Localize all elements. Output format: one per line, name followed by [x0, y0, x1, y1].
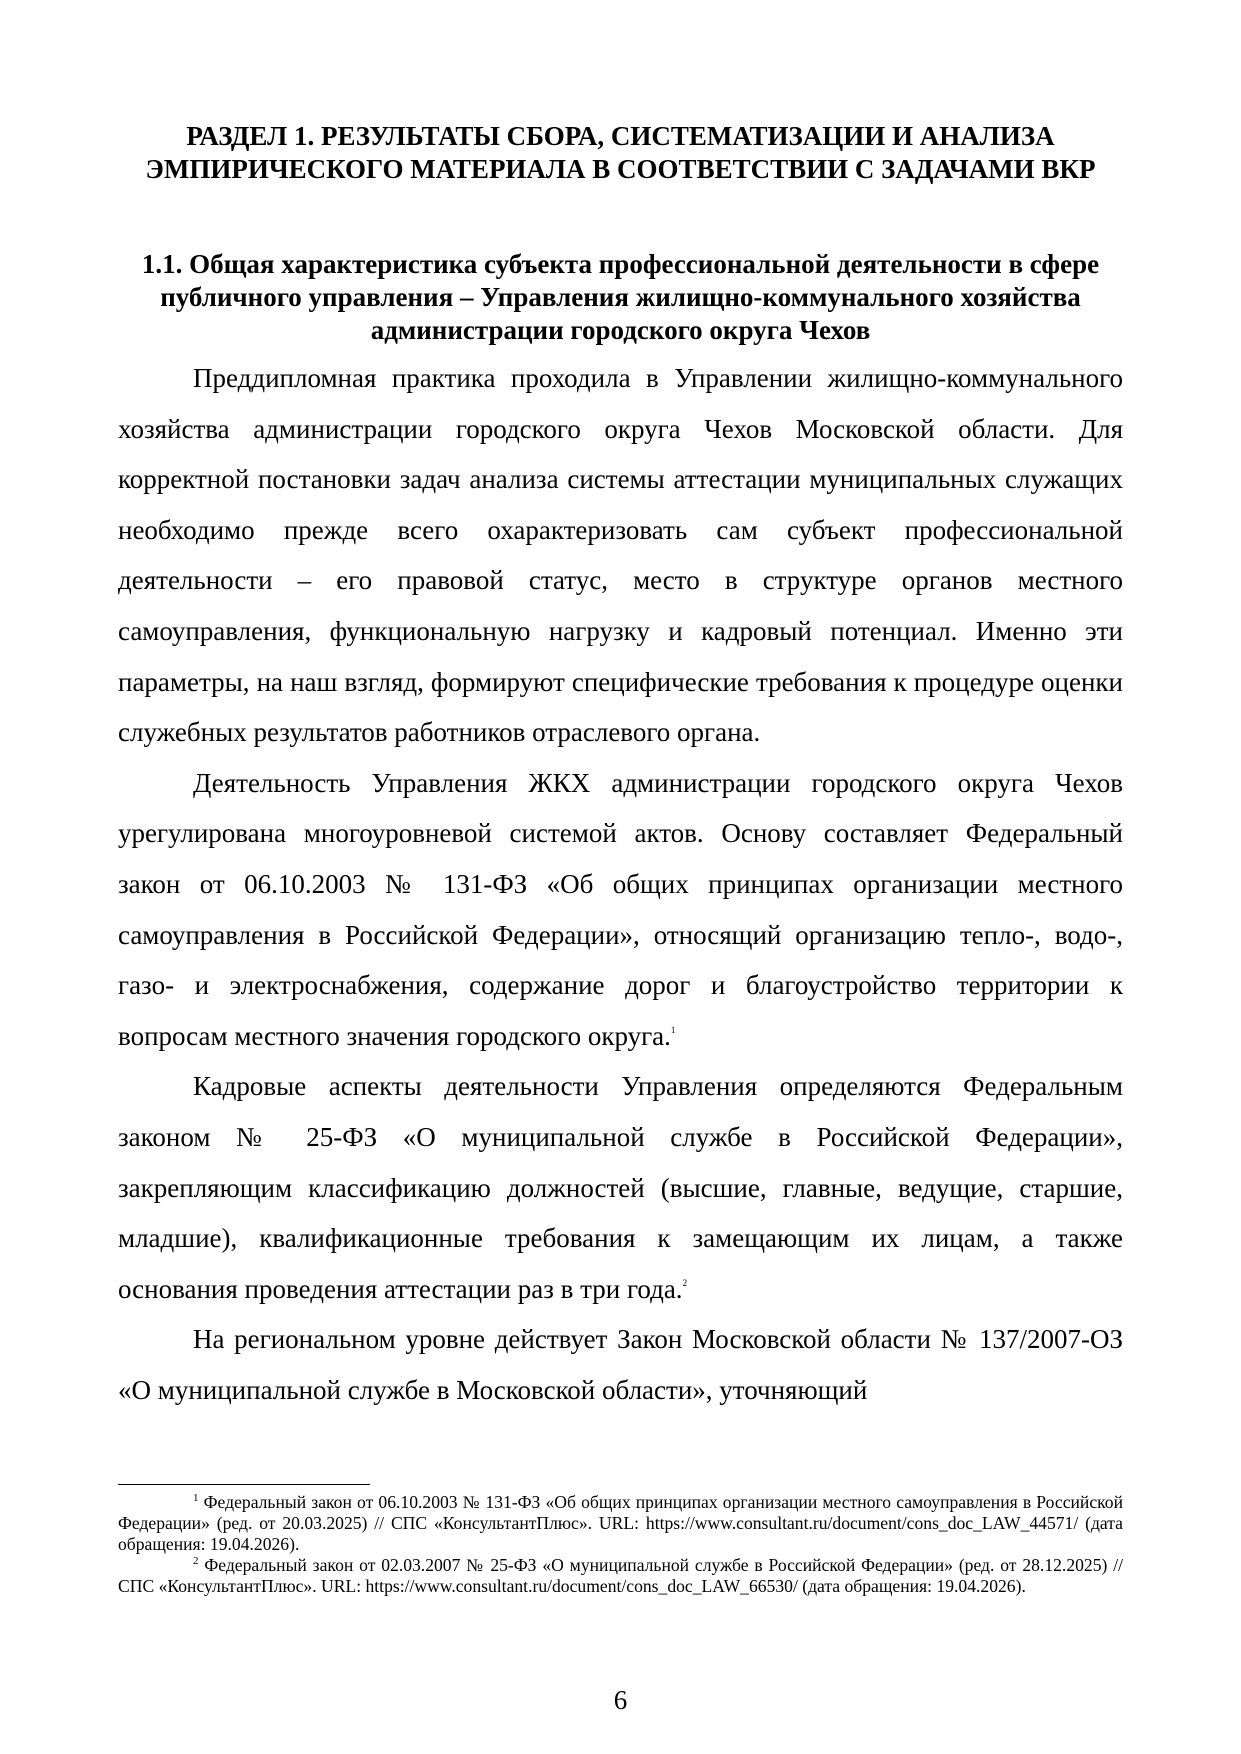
footnote [118, 1555, 1123, 1597]
paragraph-text: Кадровые аспекты деятельности Управления определяются Федеральным законом № 25-ФЗ «О муниципальной службе в Российской Федерации», закрепляющим классификацию должностей (высшие, главные, ведущие, старшие, младшие), квалификационные требования к замещающим их лицам, а также основания проведения аттестации раз в три года. [118, 1071, 1123, 1304]
paragraph [118, 1314, 1123, 1415]
footnote-text: Федеральный закон от 06.10.2003 № 131-ФЗ «Об общих принципах организации местного самоуправления в Российской Федерации» (ред. от 20.03.2025) // СПС «КонсультантПлюс». URL: https://www.consultant.ru/document/cons_doc_LAW_44571/ (дата обращения: 19.04.2026). [118, 1492, 1124, 1554]
footnote-reference[interactable]: 1 [670, 1024, 676, 1035]
footnote-number: 2 [193, 1555, 199, 1567]
section-title: РАЗДЕЛ 1. РЕЗУЛЬТАТЫ СБОРА, СИСТЕМАТИЗАЦИИ И АНАЛИЗА ЭМПИРИЧЕСКОГО МАТЕРИАЛА В СООТВЕТСТВИИ С ЗАДАЧАМИ ВКР [145, 121, 1096, 184]
paragraph-text: Деятельность Управления ЖКХ администрации городского округа Чехов урегулирована многоуровневой системой актов. Основу составляет Федеральный закон от 06.10.2003 № 131-ФЗ «Об общих принципах организации местного самоуправления в Российской Федерации», относящий организацию тепло-, водо-, газо- и электроснабжения, содержание дорог и благоустройство территории к вопросам местного значения городского округа. [118, 767, 1123, 1051]
paragraph-text: Преддипломная практика проходила в Управлении жилищно-коммунального хозяйства администрации городского округа Чехов Московской области. Для корректной постановки задач анализа системы аттестации муниципальных служащих необходимо прежде всего охарактеризовать сам субъект профессиональной деятельности – его правовой статус, место в структуре органов местного самоуправления, функциональную нагрузку и кадровый потенциал. Именно эти параметры, на наш взгляд, формируют специфические требования к процедуре оценки служебных результатов работников отраслевого органа. [118, 363, 1123, 748]
paragraph [118, 758, 1123, 1062]
body-text [118, 353, 1123, 1415]
footnotes [118, 1492, 1123, 1597]
footnote [118, 1492, 1123, 1555]
paragraph-text: На региональном уровне действует Закон Московской области № 137/2007-ОЗ «О муниципальной службе в Московской области», уточняющий [118, 1324, 1123, 1405]
footnote-number: 1 [193, 1492, 199, 1504]
paragraph [118, 353, 1123, 758]
footnote-text: Федеральный закон от 02.03.2007 № 25-ФЗ «О муниципальной службе в Российской Федерации» (ред. от 28.12.2025) // СПС «КонсультантПлюс». URL: https://www.consultant.ru/document/cons_doc_LAW_66530/ (дата обращения: 19.04.2026). [118, 1555, 1123, 1596]
paragraph [118, 1061, 1123, 1314]
page-number: 6 [613, 1685, 628, 1715]
subsection-title: 1.1. Общая характеристика субъекта профессиональной деятельности в сфере публичного управления – Управления жилищно-коммунального хозяйства администрации городского округа Чехов [141, 249, 1100, 345]
footnote-reference[interactable]: 2 [682, 1277, 688, 1288]
footnote-divider [118, 1484, 370, 1485]
